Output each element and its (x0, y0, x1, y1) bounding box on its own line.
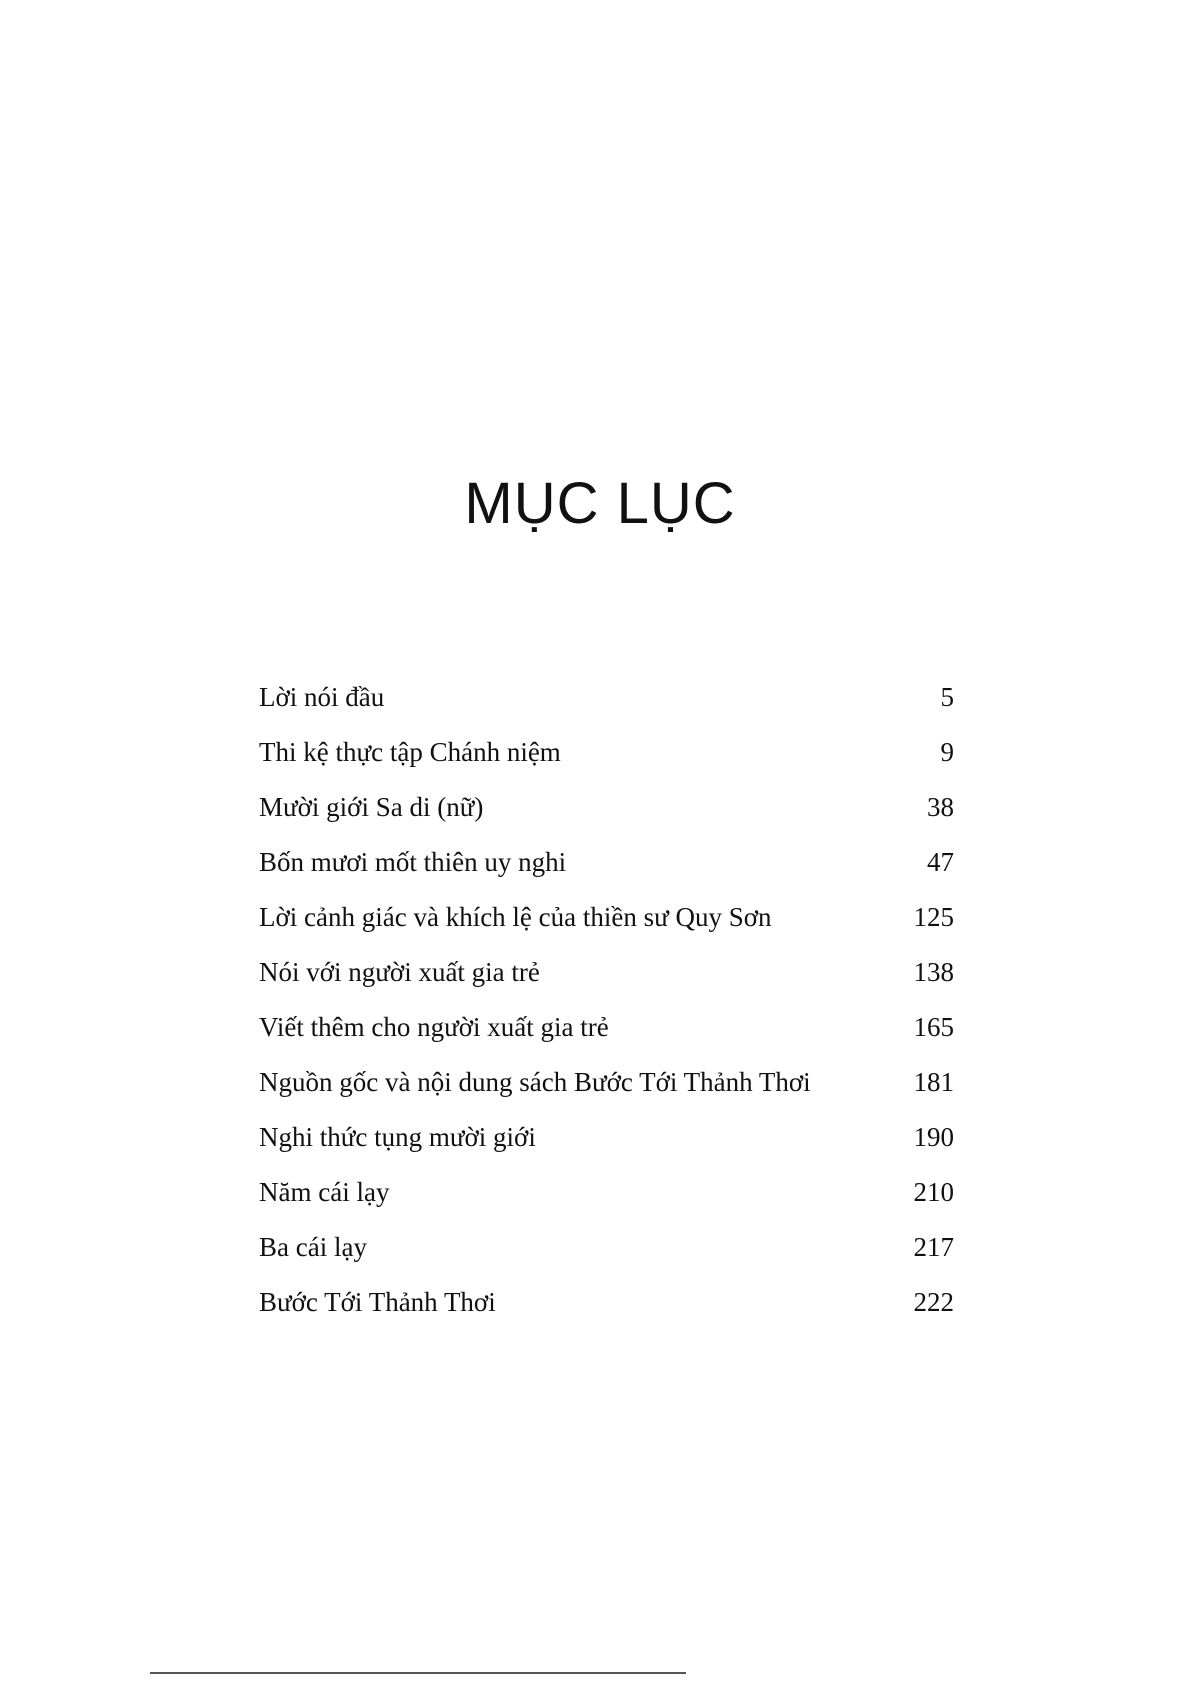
toc-entry-title: Bước Tới Thảnh Thơi (259, 1287, 496, 1317)
toc-entry (259, 945, 954, 1000)
toc-entry-page: 47 (927, 847, 954, 877)
toc-entry (259, 780, 954, 835)
toc-entry-title: Viết thêm cho người xuất gia trẻ (259, 1012, 609, 1042)
toc-entry-page: 165 (913, 1012, 954, 1042)
toc-entry (259, 1165, 954, 1220)
toc-entry (259, 670, 954, 725)
toc-entry (259, 1000, 954, 1055)
toc-entry (259, 835, 954, 890)
toc-entry-page: 5 (940, 682, 954, 712)
toc-entry-title: Ba cái lạy (259, 1232, 367, 1262)
table-of-contents (259, 670, 954, 1330)
toc-entry-page: 38 (927, 792, 954, 822)
toc-entry-title: Nghi thức tụng mười giới (259, 1122, 536, 1152)
toc-entry-title: Bốn mươi mốt thiên uy nghi (259, 847, 567, 877)
toc-entry-page: 9 (940, 737, 954, 767)
toc-entry-title: Thi kệ thực tập Chánh niệm (259, 737, 561, 767)
toc-entry-page: 222 (913, 1287, 954, 1317)
toc-entry-page: 138 (913, 957, 954, 987)
toc-entry-page: 181 (913, 1067, 954, 1097)
toc-entry (259, 725, 954, 780)
toc-entry (259, 1055, 954, 1110)
toc-entry-title: Nói với người xuất gia trẻ (259, 957, 540, 987)
toc-entry-title: Lời nói đầu (259, 682, 385, 712)
toc-entry-title: Năm cái lạy (259, 1177, 390, 1207)
toc-entry (259, 1275, 954, 1330)
toc-entry-page: 217 (913, 1232, 954, 1262)
toc-entry-page: 125 (913, 902, 954, 932)
toc-entry-page: 210 (913, 1177, 954, 1207)
toc-entry-title: Nguồn gốc và nội dung sách Bước Tới Thảnh Thơi (259, 1067, 811, 1097)
toc-entry-page: 190 (913, 1122, 954, 1152)
toc-entry-title: Lời cảnh giác và khích lệ của thiền sư Quy Sơn (259, 902, 772, 932)
toc-entry (259, 890, 954, 945)
toc-entry (259, 1110, 954, 1165)
toc-entry (259, 1220, 954, 1275)
toc-entry-title: Mười giới Sa di (nữ) (259, 792, 484, 822)
footer-divider (150, 1672, 686, 1674)
page-title: MỤC LỤC (464, 471, 736, 536)
